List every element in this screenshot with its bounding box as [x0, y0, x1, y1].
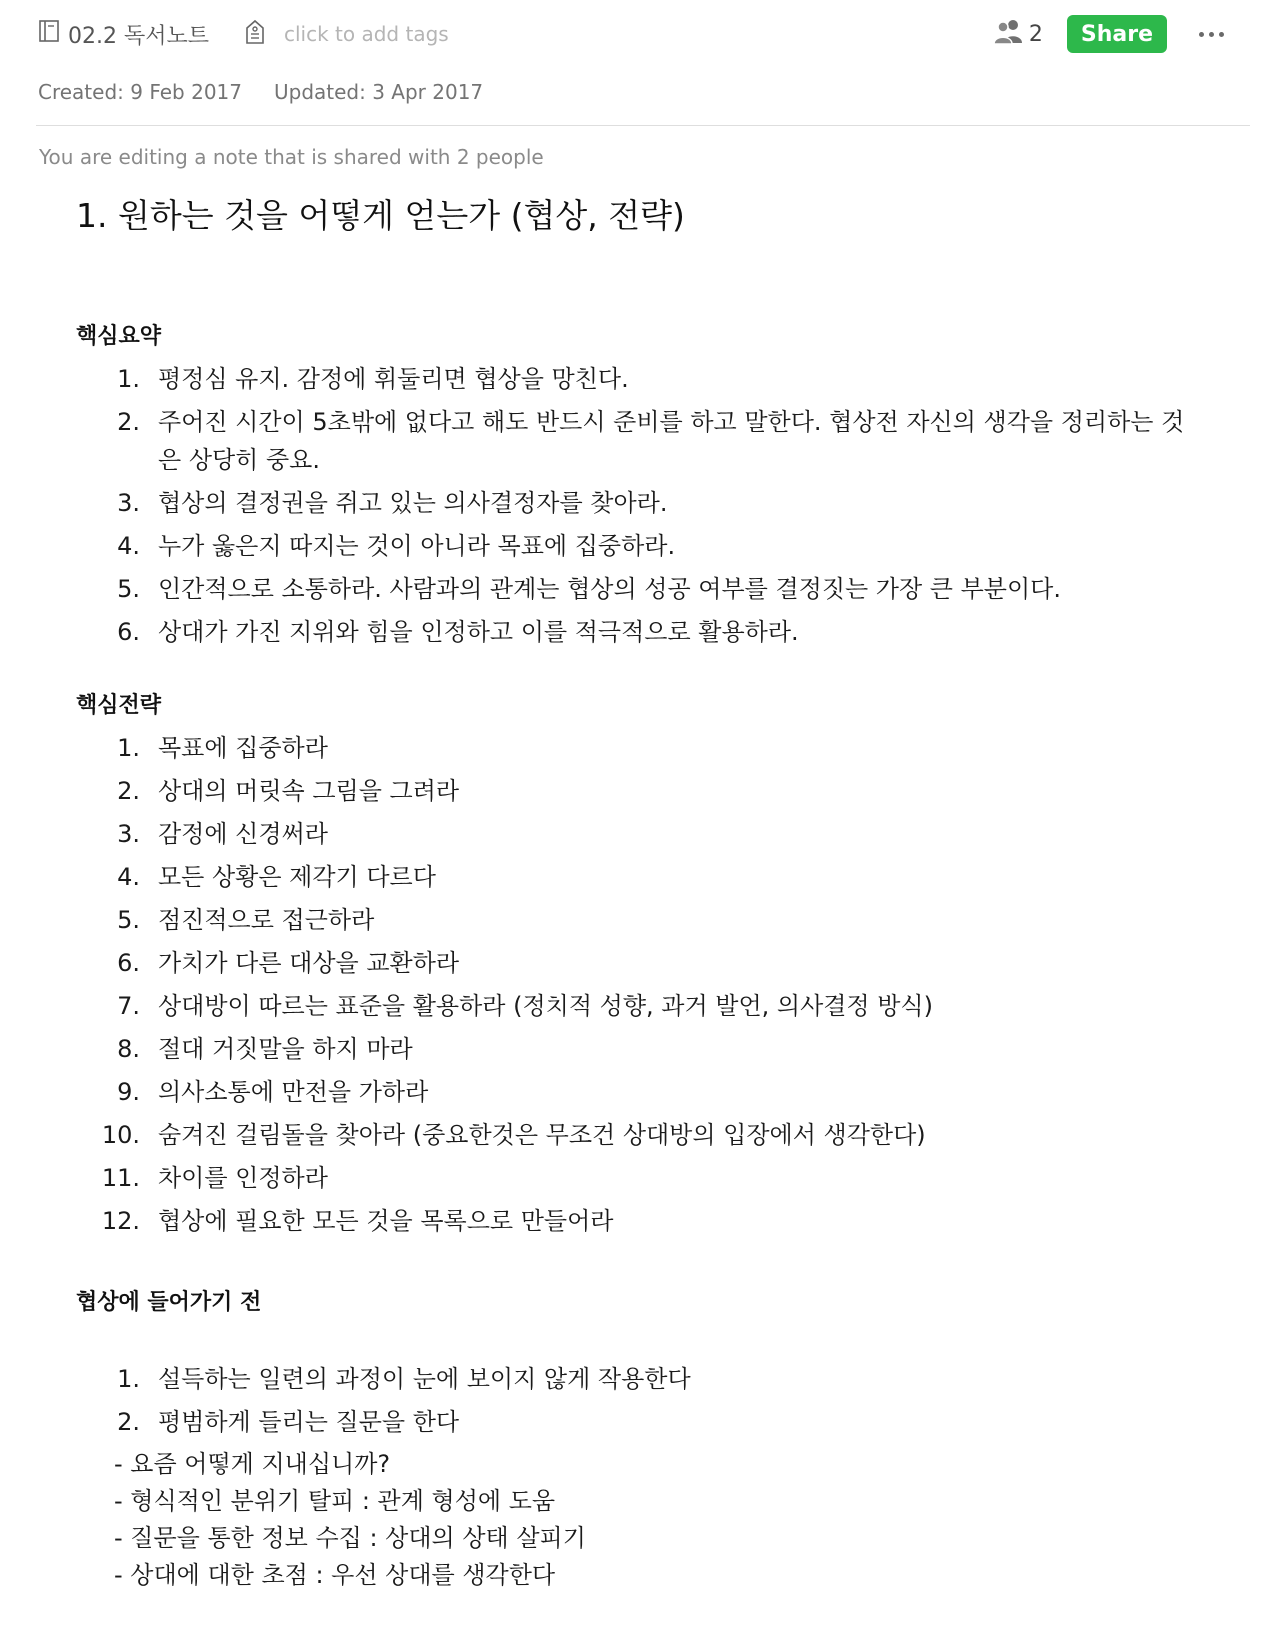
- section-title: 핵심전략: [76, 693, 162, 718]
- list-item: 3. 협상의 결정권을 쥐고 있는 의사결정자를 찾아라.: [117, 489, 668, 517]
- list-item: 4. 모든 상황은 제각기 다르다: [117, 863, 436, 891]
- dash-item: - 요즘 어떻게 지내십니까?: [114, 1450, 391, 1478]
- list-item: 7. 상대방이 따르는 표준을 활용하라 (정치적 성향, 과거 발언, 의사결정 방식): [117, 992, 933, 1020]
- list-item: 10. 숨겨진 걸림돌을 찾아라 (중요한것은 무조건 상대방의 입장에서 생각한다): [101, 1121, 926, 1149]
- dash-item: - 상대에 대한 초점 : 우선 상대를 생각한다: [114, 1561, 556, 1589]
- list-item: 2. 주어진 시간이 5초밖에 없다고 해도 반드시 준비를 하고 말한다. 협상전 자신의 생각을 정리하는 것은 상당히 중요.: [117, 408, 1185, 474]
- more-options-icon[interactable]: [1191, 32, 1232, 37]
- dash-item: - 질문을 통한 정보 수집 : 상대의 상태 살피기: [114, 1524, 586, 1552]
- tag-icon: [244, 19, 266, 50]
- note-title[interactable]: 1. 원하는 것을 어떻게 얻는가 (협상, 전략): [76, 196, 685, 235]
- header-divider: [36, 125, 1250, 126]
- list-item: 3. 감정에 신경써라: [117, 820, 328, 848]
- dash-item: - 형식적인 분위기 탈피 : 관계 형성에 도움: [114, 1487, 556, 1515]
- people-count: 2: [1028, 21, 1043, 47]
- shared-people-button[interactable]: [993, 18, 1043, 50]
- notebook-selector[interactable]: [38, 18, 209, 50]
- section-summary: [76, 322, 1206, 651]
- numbered-list: [76, 360, 1206, 651]
- section-title: 핵심요약: [76, 324, 162, 349]
- list-item: 8. 절대 거짓말을 하지 마라: [117, 1035, 413, 1063]
- numbered-list: [76, 1360, 1206, 1441]
- created-date: Created: 9 Feb 2017: [38, 80, 242, 104]
- list-item: 5. 점진적으로 접근하라: [117, 906, 375, 934]
- people-icon: [993, 18, 1025, 50]
- section-strategy: [76, 691, 1206, 1240]
- list-item: 6. 가치가 다른 대상을 교환하라: [117, 949, 460, 977]
- note-editor[interactable]: [76, 190, 1206, 1594]
- list-item: 6. 상대가 가진 지위와 힘을 인정하고 이를 적극적으로 활용하라.: [117, 618, 799, 646]
- note-dates: [38, 80, 483, 104]
- list-item: 9. 의사소통에 만전을 가하라: [117, 1078, 429, 1106]
- tag-input[interactable]: [244, 18, 449, 50]
- notebook-name: 02.2 독서노트: [68, 23, 209, 49]
- updated-date: Updated: 3 Apr 2017: [274, 80, 484, 104]
- list-item: 11. 차이를 인정하라: [101, 1164, 328, 1192]
- list-item: 12. 협상에 필요한 모든 것을 목록으로 만들어라: [101, 1207, 614, 1235]
- notebook-icon: [38, 19, 60, 49]
- tag-placeholder: click to add tags: [284, 22, 449, 46]
- dash-list: [76, 1446, 1206, 1594]
- list-item: 2. 평범하게 들리는 질문을 한다: [117, 1408, 460, 1436]
- shared-notice: You are editing a note that is shared with 2 people: [39, 145, 544, 169]
- list-item: 1. 설득하는 일련의 과정이 눈에 보이지 않게 작용한다: [117, 1365, 691, 1393]
- list-item: 1. 목표에 집중하라: [117, 734, 328, 762]
- list-item: 1. 평정심 유지. 감정에 휘둘리면 협상을 망친다.: [117, 365, 629, 393]
- note-header: [0, 0, 1280, 70]
- list-item: 4. 누가 옳은지 따지는 것이 아니라 목표에 집중하라.: [117, 532, 676, 560]
- share-button[interactable]: Share: [1067, 15, 1167, 53]
- numbered-list: [76, 729, 1206, 1240]
- list-item: 2. 상대의 머릿속 그림을 그려라: [117, 777, 460, 805]
- section-before-negotiation: [76, 1288, 1206, 1594]
- list-item: 5. 인간적으로 소통하라. 사람과의 관계는 협상의 성공 여부를 결정짓는 가장 큰 부분이다.: [117, 575, 1061, 603]
- section-title: 협상에 들어가기 전: [76, 1290, 262, 1315]
